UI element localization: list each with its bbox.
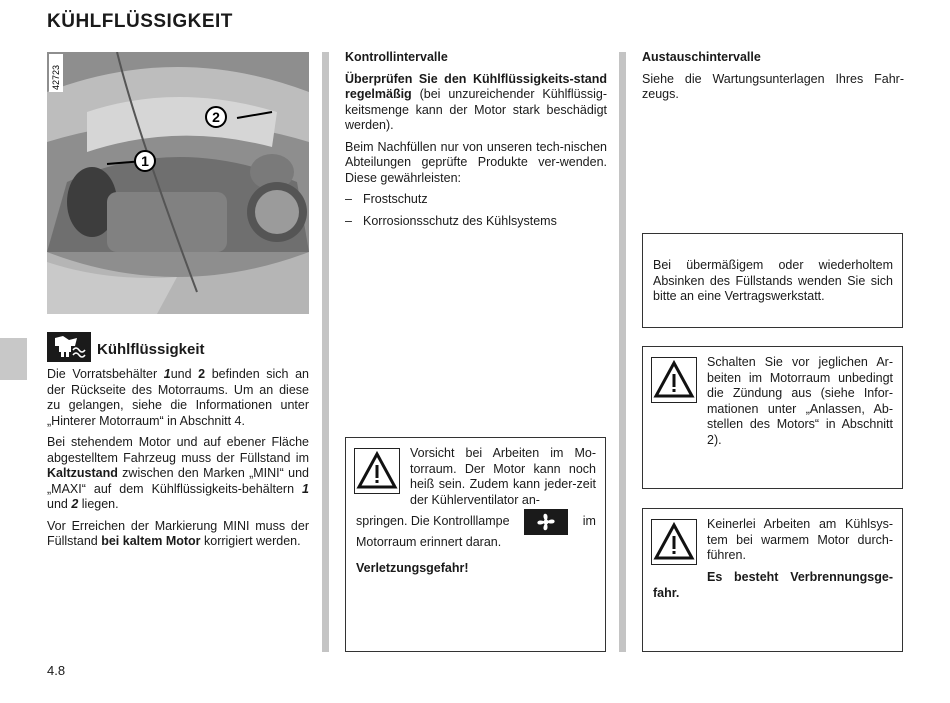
list-item: – Frostschutz <box>345 192 428 206</box>
warning-emphasis: Es besteht Verbrennungsge-fahr. <box>653 570 893 600</box>
paragraph: Bei stehendem Motor und auf ebener Fläche abgestelltem Fahrzeug muss der Füllstand im Kaltzustand zwischen den Marken „MINI“ und „MAXI“ auf dem Kühlflüssigkeits-behältern 1 und 2 liegen. <box>47 435 309 511</box>
note-text: Bei übermäßigem oder wiederholtem Absinken des Füllstands wenden Sie sich bitte an eine Vertragswerkstatt. <box>653 258 893 303</box>
warning-text: Keinerlei Arbeiten am Kühlsys-tem bei warmem Motor durch-führen. <box>707 517 893 562</box>
engine-bay-photo <box>47 52 309 314</box>
subheading: Austauschintervalle <box>642 50 761 64</box>
page-title: KÜHLFLÜSSIGKEIT <box>47 11 233 32</box>
paragraph: Beim Nachfüllen nur von unseren tech-nischen Abteilungen geprüfte Produkte ver-wenden. Diese gewährleisten: <box>345 139 607 185</box>
chapter-tab <box>0 338 27 380</box>
warning-triangle-icon <box>354 448 400 494</box>
coolant-icon <box>47 332 91 362</box>
warning-box <box>345 437 606 652</box>
column-1 <box>47 367 309 556</box>
warning-text: Vorsicht bei Arbeiten im Mo-torraum. Der Motor kann noch heiß sein. Zudem kann jeder-zeit der Kühlerventilator an- <box>410 446 596 507</box>
fan-icon <box>524 509 568 535</box>
page-number: 4.8 <box>47 663 66 678</box>
warning-box <box>642 346 903 489</box>
paragraph: Vor Erreichen der Markierung MINI muss der Füllstand bei kaltem Motor korrigiert werden. <box>47 518 309 548</box>
column-divider <box>322 52 329 652</box>
section-heading: Kühlflüssigkeit <box>97 341 205 358</box>
image-id: 42723 <box>51 64 61 90</box>
warning-text: im <box>582 514 596 529</box>
warning-emphasis: Verletzungsgefahr! <box>356 560 469 575</box>
list-item: – Korrosionsschutz des Kühlsystems <box>345 213 557 228</box>
note-box <box>642 233 903 328</box>
warning-triangle-icon <box>651 519 697 565</box>
subheading: Kontrollintervalle <box>345 50 448 64</box>
callout-1: 1 <box>141 153 149 169</box>
callout-2: 2 <box>212 109 220 125</box>
column-divider <box>619 52 626 652</box>
paragraph: Siehe die Wartungsunterlagen Ihres Fahr-zeugs. <box>642 71 904 101</box>
column-2 <box>345 50 607 235</box>
warning-text: Motorraum erinnert daran. <box>356 535 502 549</box>
warning-text: Schalten Sie vor jeglichen Ar-beiten im Motorraum unbedingt die Zündung aus (siehe Infor-mationen unter „Anlassen, Ab-stellen des Motors“ in Abschnitt 2). <box>707 355 893 447</box>
column-3 <box>642 50 904 109</box>
warning-text: springen. Die Kontrolllampe <box>356 514 510 529</box>
warning-box <box>642 508 903 652</box>
paragraph: Überprüfen Sie den Kühlflüssigkeits-stand regelmäßig (bei unzureichender Kühlflüssig-keitsmenge kann der Motor stark beschädigt werden). <box>345 71 607 132</box>
paragraph: Die Vorratsbehälter 1und 2 befinden sich an der Rückseite des Motorraums. Um an diese zu gelangen, siehe die Informationen unter „Hinterer Motorraum“ in Abschnitt 4. <box>47 367 309 428</box>
